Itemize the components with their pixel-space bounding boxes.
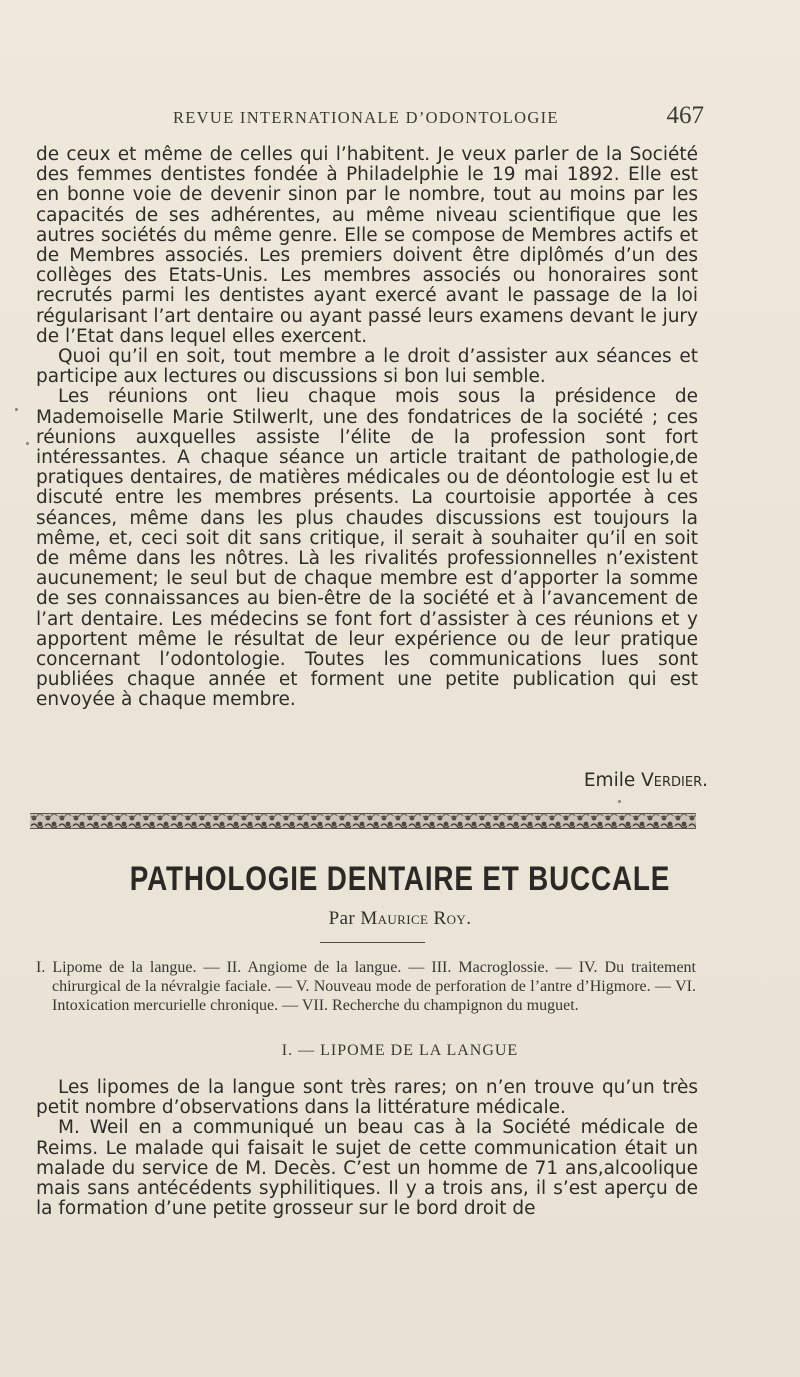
paragraph: de ceux et même de celles qui l’habitent. Je veux parler de la Société des femmes dentistes fondée à Philadelphie le 19 mai 1892. Elle est en bonne voie de devenir sinon par le nombre, tout au moins par les capacités de ses adhérentes, au même niveau scientifique que les autres sociétés du même genre. Elle se compose de Membres actifs et de Membres associés. Les premiers doivent être diplômés d’un des collèges des Etats-Unis. Les membres associés ou honoraires sont recrutés parmi les dentistes ayant exercé avant le passage de la loi régularisant l’art dentaire ou ayant passé leurs examens devant le jury de l’Etat dans lequel elles exercent. [36,144,698,347]
author-signature [584,770,708,791]
signature-first-name: Emile [583,770,636,791]
article-summary: I. Lipome de la langue. — II. Angiome de la langue. — III. Macroglossie. — IV. Du traitement chirurgical de la névralgie faciale. — V. Nouveau mode de perforation de l’antre d’Higmore. — VI. Intoxication mercurielle chronique. — VII. Recherche du champignon du muguet. [36,959,696,1014]
margin-speck [618,800,621,803]
signature-last-name: Verdier. [641,770,708,791]
title-rule [320,942,425,943]
byline-author: Maurice Roy. [360,908,472,929]
article-body-text [36,1078,698,1219]
article-title: PATHOLOGIE DENTAIRE ET BUCCALE [129,860,671,898]
margin-speck [26,442,29,445]
running-head [36,104,706,134]
byline-prefix: Par [328,908,356,929]
ornamental-divider [30,813,696,829]
article-end-text [36,145,698,711]
running-title: REVUE INTERNATIONALE D’ODONTOLOGIE [173,108,559,127]
paragraph: Quoi qu’il en soit, tout membre a le droit d’assister aux séances et participe aux lectures ou discussions si bon lui semble. [36,346,698,388]
byline [0,908,800,930]
paragraph: Les réunions ont lieu chaque mois sous la présidence de Mademoiselle Marie Stilwerlt, une des fondatrices de la société ; ces réunions auxquelles assiste l’élite de la profession sont fort intéressantes. A chaque séance un article traitant de pathologie,de pratiques dentaires, de matières médicales ou de déontologie est lu et discuté entre les membres présents. La courtoisie apportée à ces séances, même dans les plus chaudes discussions est toujours la même, et, ceci soit dit sans critique, il serait à souhaiter qu’il en soit de même dans les nôtres. Là les rivalités professionnelles n’existent aucunement; le seul but de chaque membre est d’apporter la somme de ses connaissances au bien-être de la société et à l’avancement de l’art dentaire. Les médecins se font fort d’assister à ces réunions et y apportent même le résultat de leur expérience ou de leur pratique concernant l’odontologie. Toutes les communications lues sont publiées chaque année et forment une petite publication qui est envoyée à chaque membre. [36,386,698,711]
section-heading: I. — LIPOME DE LA LANGUE [281,1042,519,1059]
paragraph: M. Weil en a communiqué un beau cas à la Société médicale de Reims. Le malade qui faisait le sujet de cette communication était un malade du service de M. Decès. C’est un homme de 71 ans,alcoolique mais sans antécédents syphilitiques. Il y a trois ans, il s’est aperçu de la formation d’une petite grosseur sur le bord droit de [36,1117,698,1220]
paragraph: Les lipomes de la langue sont très rares; on n’en trouve qu’un très petit nombre d’observations dans la littérature médicale. [36,1077,698,1119]
page-number: 467 [666,102,704,129]
margin-speck [15,408,18,411]
